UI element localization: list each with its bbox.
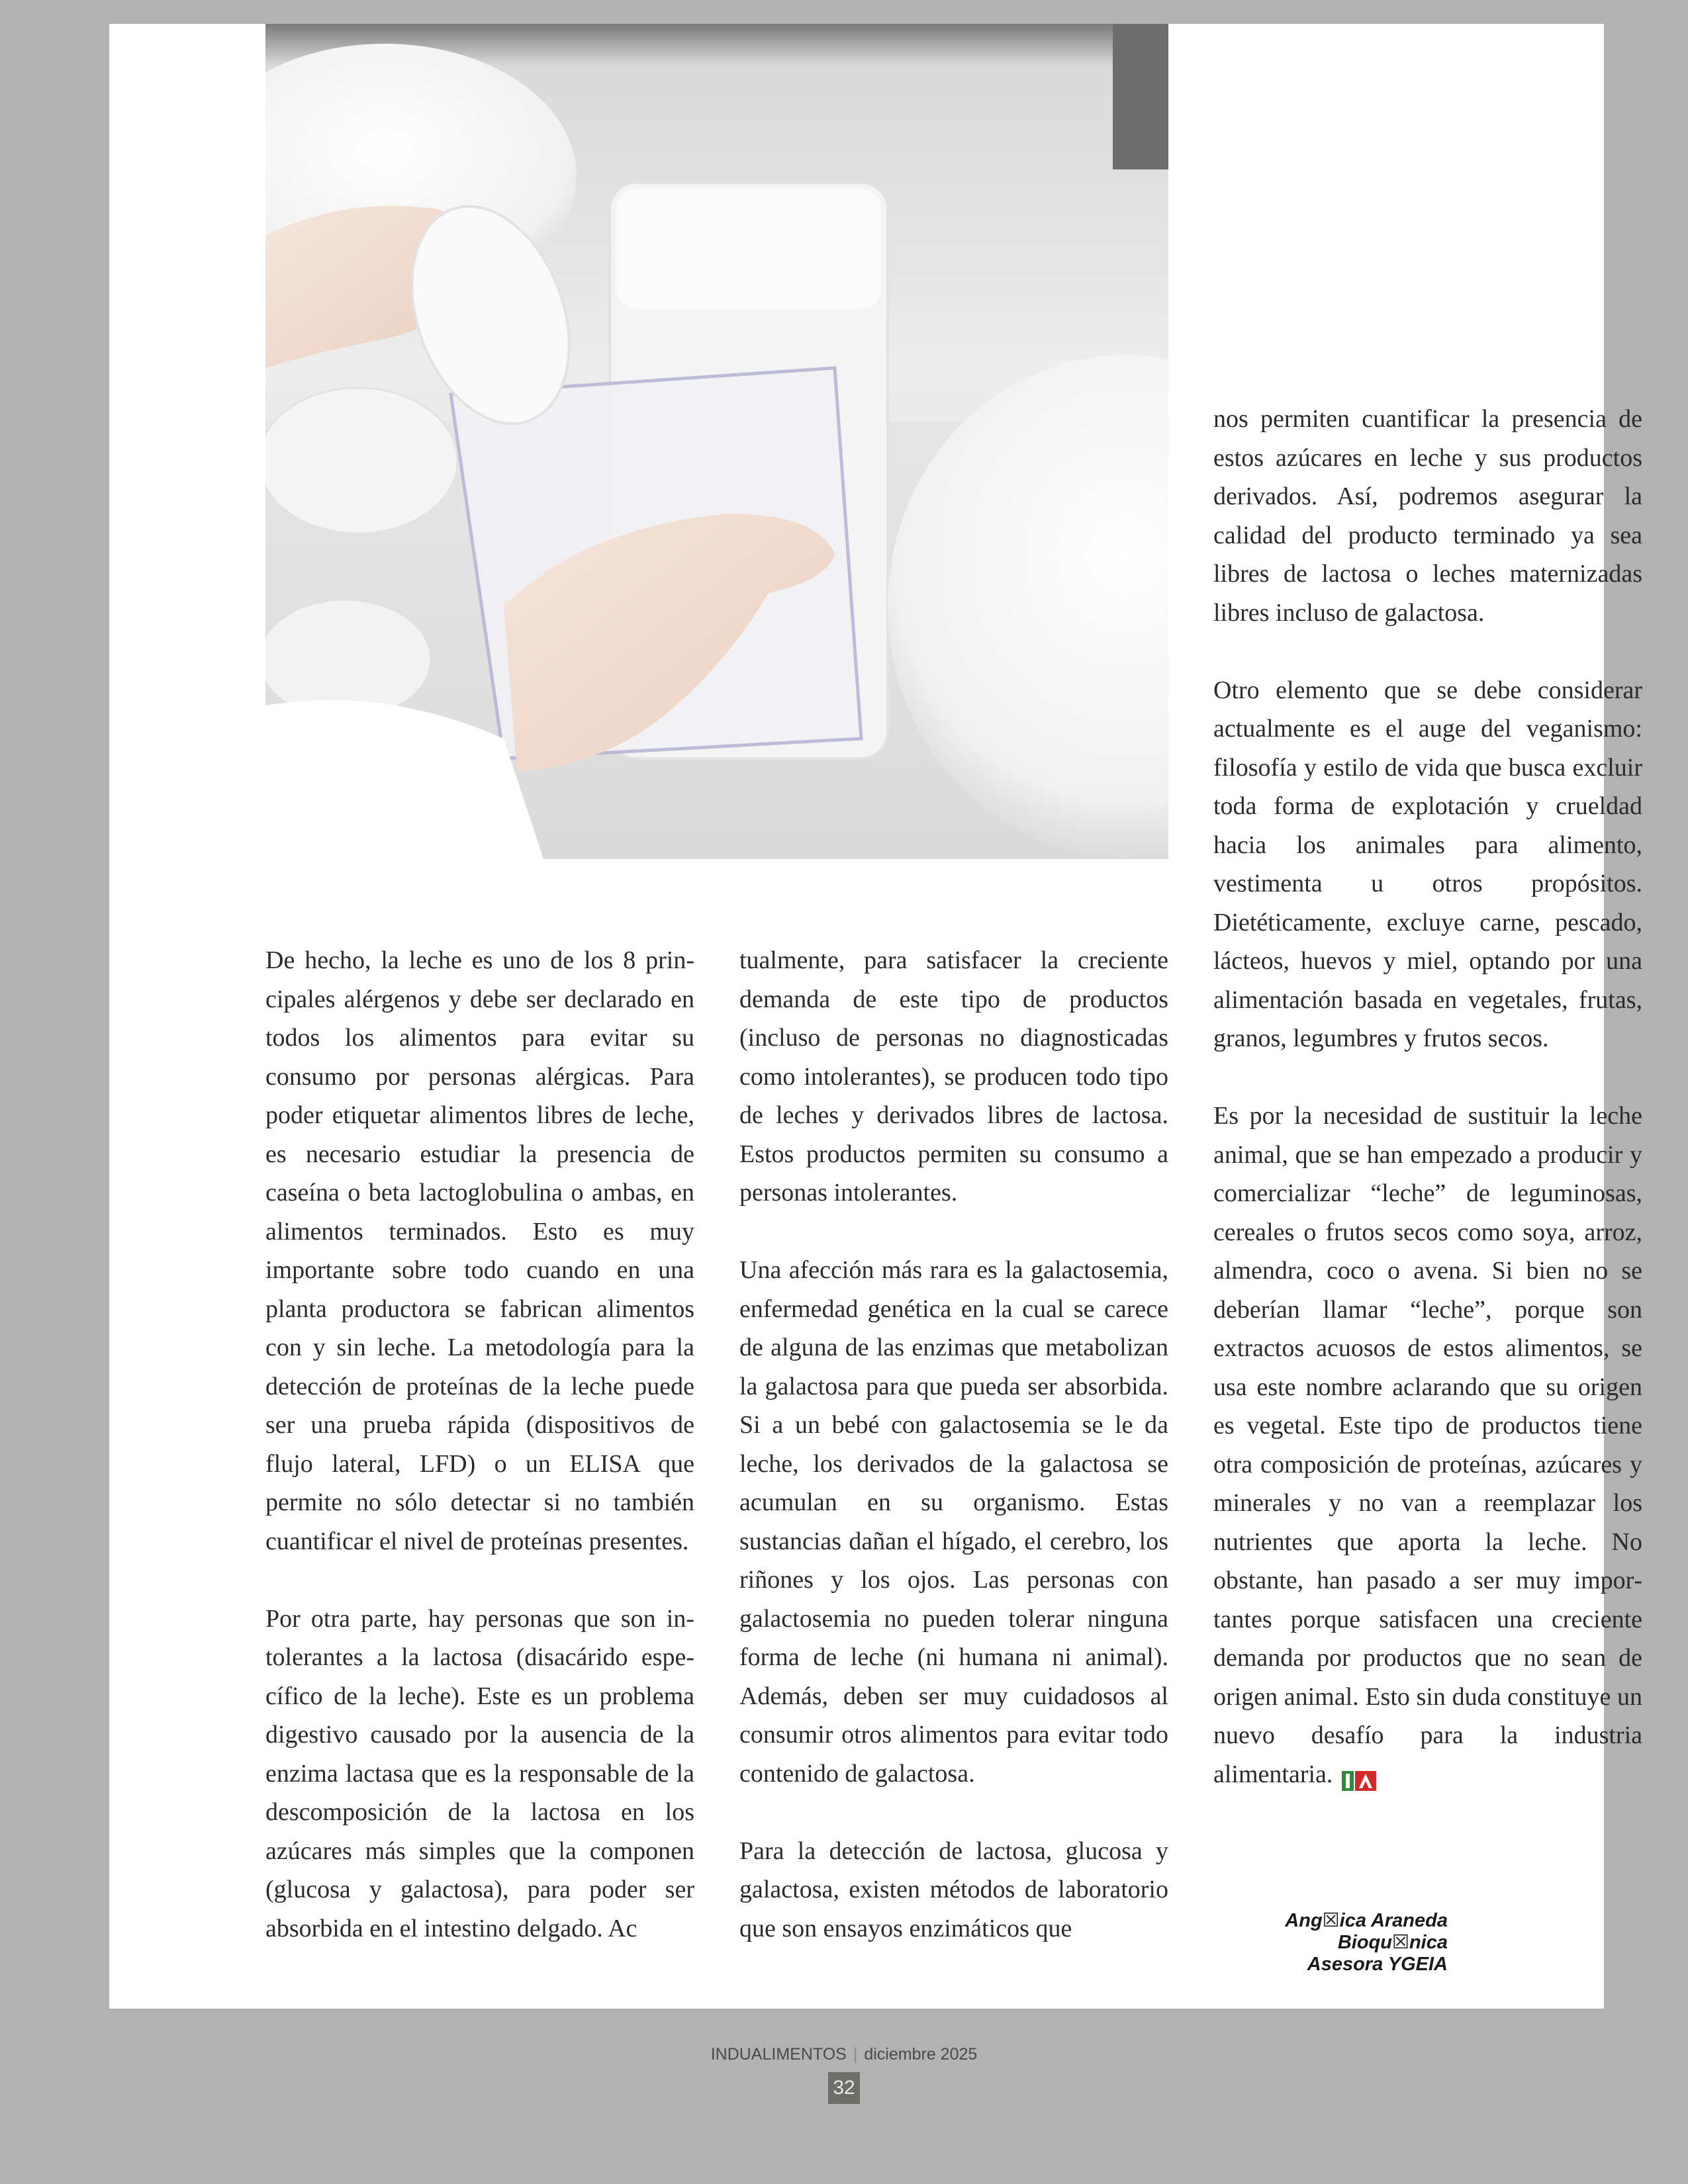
publication-name: INDUALIMENTOS xyxy=(710,2045,847,2064)
lab-hands-photo-illustration xyxy=(265,24,1168,859)
article-column-2 xyxy=(739,941,1168,1948)
paragraph: tualmente, para satisfacer la creciente demanda de este tipo de productos (incluso de personas no diagnosticadas como intolerantes), se producen todo tipo de leches y derivados libres de lactosa. Estos productos permiten su consumo a personas intolerantes. xyxy=(739,946,1168,1206)
article-column-3 xyxy=(1213,400,1642,1794)
author-title: Bioqu☒nica xyxy=(1337,1932,1448,1953)
paragraph-text: Es por la necesidad de sustituir la leche animal, que se han empezado a producir y comercializar “leche” de leguminosas, cereales o frutos secos como soya, arroz, almendra, coco o avena. Si bien no se deberían llamar “leche”, porque son extractos acuosos de estos alimentos, se usa este nombre aclarando que su origen es vegetal. Este tipo de productos tiene otra composición de proteínas, azúcares y minerales y no van a reemplazar los nutrientes que aporta la leche. No obstante, han pasado a ser muy importantes porque satisfacen una creciente demanda por productos que no sean de origen animal. Esto sin duda constituye un nuevo desafío para la industria alimentaria. xyxy=(1213,1102,1642,1788)
page-number: 32 xyxy=(828,2072,860,2104)
article-column-1 xyxy=(265,941,694,1948)
paragraph: De hecho, la leche es uno de los 8 principales alérgenos y debe ser declarado en todos los alimentos para evitar su consumo por personas alérgicas. Para poder etiquetar alimentos libres de leche, es necesario estudiar la presencia de caseína o beta lactoglobulina o ambas, en alimentos terminados. Esto es muy importante sobre todo cuando en una planta productora se fabrican alimentos con y sin leche. La metodología para la detección de proteínas de la leche puede ser una prueba rápida (dispositivos de flujo lateral, LFD) o un ELISA que permite no sólo detectar si no también cuantificar el nivel de proteínas presentes. xyxy=(265,946,694,1555)
author-role: Asesora YGEIA xyxy=(1307,1954,1448,1975)
author-signature xyxy=(1285,1910,1448,1976)
author-name: Ang☒ica Araneda xyxy=(1285,1910,1448,1931)
article-page xyxy=(109,24,1642,2009)
page-footer xyxy=(0,2045,1688,2064)
article-photo xyxy=(265,24,1168,859)
paragraph-last xyxy=(1213,1097,1642,1794)
paragraph: nos permiten cuantificar la presencia de estos azúcares en leche y sus productos derivados. Así, podremos asegurar la calidad del producto terminado ya sea libres de lactosa o leches maternizadas libres incluso de galactosa. xyxy=(1213,405,1642,627)
paragraph: Para la detección de lactosa, glucosa y galactosa, existen métodos de laboratorio que son ensayos enzimáticos que xyxy=(739,1837,1168,1942)
paragraph: Otro elemento que se debe considerar actualmente es el auge del veganismo: filosofía y estilo de vida que busca excluir toda forma de explotación y crueldad hacia los animales para alimento, vestimenta u otros propósitos. Dietéticamente, excluye carne, pescado, lácteos, huevos y miel, optando por una alimentación basada en vegetales, frutas, granos, legumbres y frutos secos. xyxy=(1213,676,1642,1052)
footer-separator: | xyxy=(853,2045,858,2064)
issue-date: diciembre 2025 xyxy=(864,2045,978,2064)
paragraph: Una afección más rara es la galactosemia, enfermedad genética en la cual se carece de alguna de las enzimas que metabolizan la galactosa para que pueda ser absorbida. Si a un bebé con galactosemia se le da leche, los derivados de la galactosa se acumulan en su organismo. Estas sustancias dañan el hígado, el cerebro, los riñones y los ojos. Las personas con galactosemia no pueden tolerar ninguna forma de leche (ni humana ni animal). Además, deben ser muy cuidadosos al consumir otros alimentos para evitar todo contenido de galactosa. xyxy=(739,1256,1168,1788)
indualimentos-logo-icon xyxy=(1342,1764,1376,1784)
paragraph: Por otra parte, hay personas que son intolerantes a la lactosa (disacárido específico de la leche). Este es un problema digestivo causado por la ausencia de la enzima lactasa que es la responsable de la descomposición de la lactosa en los azúcares más simples que la componen (glucosa y galactosa), para poder ser absorbida en el intestino delgado. Ac xyxy=(265,1604,694,1942)
